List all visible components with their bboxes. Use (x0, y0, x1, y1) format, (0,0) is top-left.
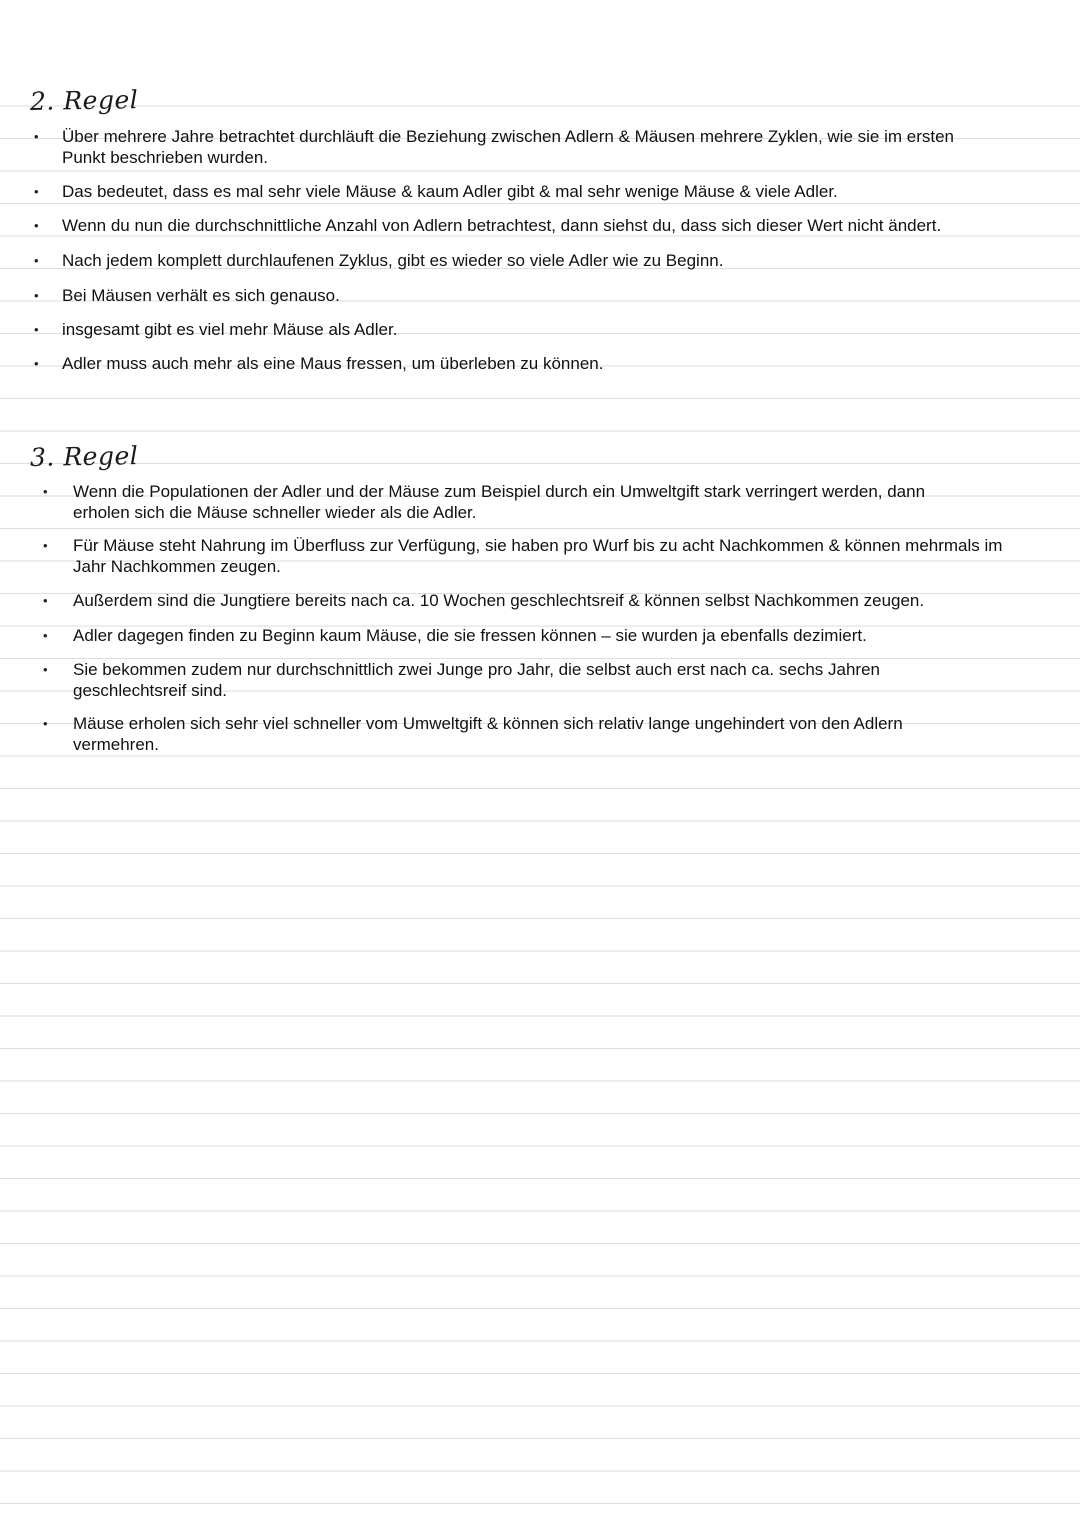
bullet-dot: • (43, 484, 48, 499)
list-item: Sie bekommen zudem nur durchschnittlich zwei Junge pro Jahr, die selbst auch erst nach ca. sechs Jahren geschlechtsreif sind. (73, 660, 880, 700)
list-item: Über mehrere Jahre betrachtet durchläuft die Beziehung zwischen Adlern & Mäusen mehrere Zyklen, wie sie im ersten Punkt beschrieben wurden. (62, 127, 954, 167)
section-heading: 2. Regel (29, 85, 139, 116)
bullet-dot: • (43, 628, 48, 643)
bullet-dot: • (43, 716, 48, 731)
bullet-dot: • (34, 356, 39, 371)
bullet-dot: • (43, 593, 48, 608)
bullet-dot: • (34, 184, 39, 199)
list-item: Wenn du nun die durchschnittliche Anzahl von Adlern betrachtest, dann siehst du, dass sich dieser Wert nicht ändert. (62, 216, 942, 235)
list-item: Adler dagegen finden zu Beginn kaum Mäuse, die sie fressen können – sie wurden ja ebenfalls dezimiert. (73, 626, 867, 645)
list-item: Mäuse erholen sich sehr viel schneller vom Umweltgift & können sich relativ lange ungehindert von den Adlern vermehren. (73, 714, 903, 754)
list-item: Adler muss auch mehr als eine Maus fressen, um überleben zu können. (62, 354, 604, 373)
list-item: Nach jedem komplett durchlaufenen Zyklus, gibt es wieder so viele Adler wie zu Beginn. (62, 251, 724, 270)
list-item: Bei Mäusen verhält es sich genauso. (62, 286, 340, 305)
section-heading: 3. Regel (29, 441, 139, 472)
list-item: Außerdem sind die Jungtiere bereits nach ca. 10 Wochen geschlechtsreif & können selbst Nachkommen zeugen. (73, 591, 925, 610)
bullet-dot: • (34, 129, 39, 144)
bullet-dot: • (43, 662, 48, 677)
bullet-dot: • (34, 253, 39, 268)
list-item: Das bedeutet, dass es mal sehr viele Mäuse & kaum Adler gibt & mal sehr wenige Mäuse & viele Adler. (62, 182, 838, 201)
bullet-dot: • (34, 288, 39, 303)
list-item: Wenn die Populationen der Adler und der Mäuse zum Beispiel durch ein Umweltgift stark verringert werden, dann erholen sich die Mäuse schneller wieder als die Adler. (73, 482, 926, 522)
list-item: Für Mäuse steht Nahrung im Überfluss zur Verfügung, sie haben pro Wurf bis zu acht Nachkommen & können mehrmals im Jahr Nachkommen zeugen. (73, 536, 1003, 576)
bullet-dot: • (34, 218, 39, 233)
bullet-dot: • (34, 322, 39, 337)
bullet-dot: • (43, 538, 48, 553)
list-item: insgesamt gibt es viel mehr Mäuse als Adler. (62, 320, 398, 339)
